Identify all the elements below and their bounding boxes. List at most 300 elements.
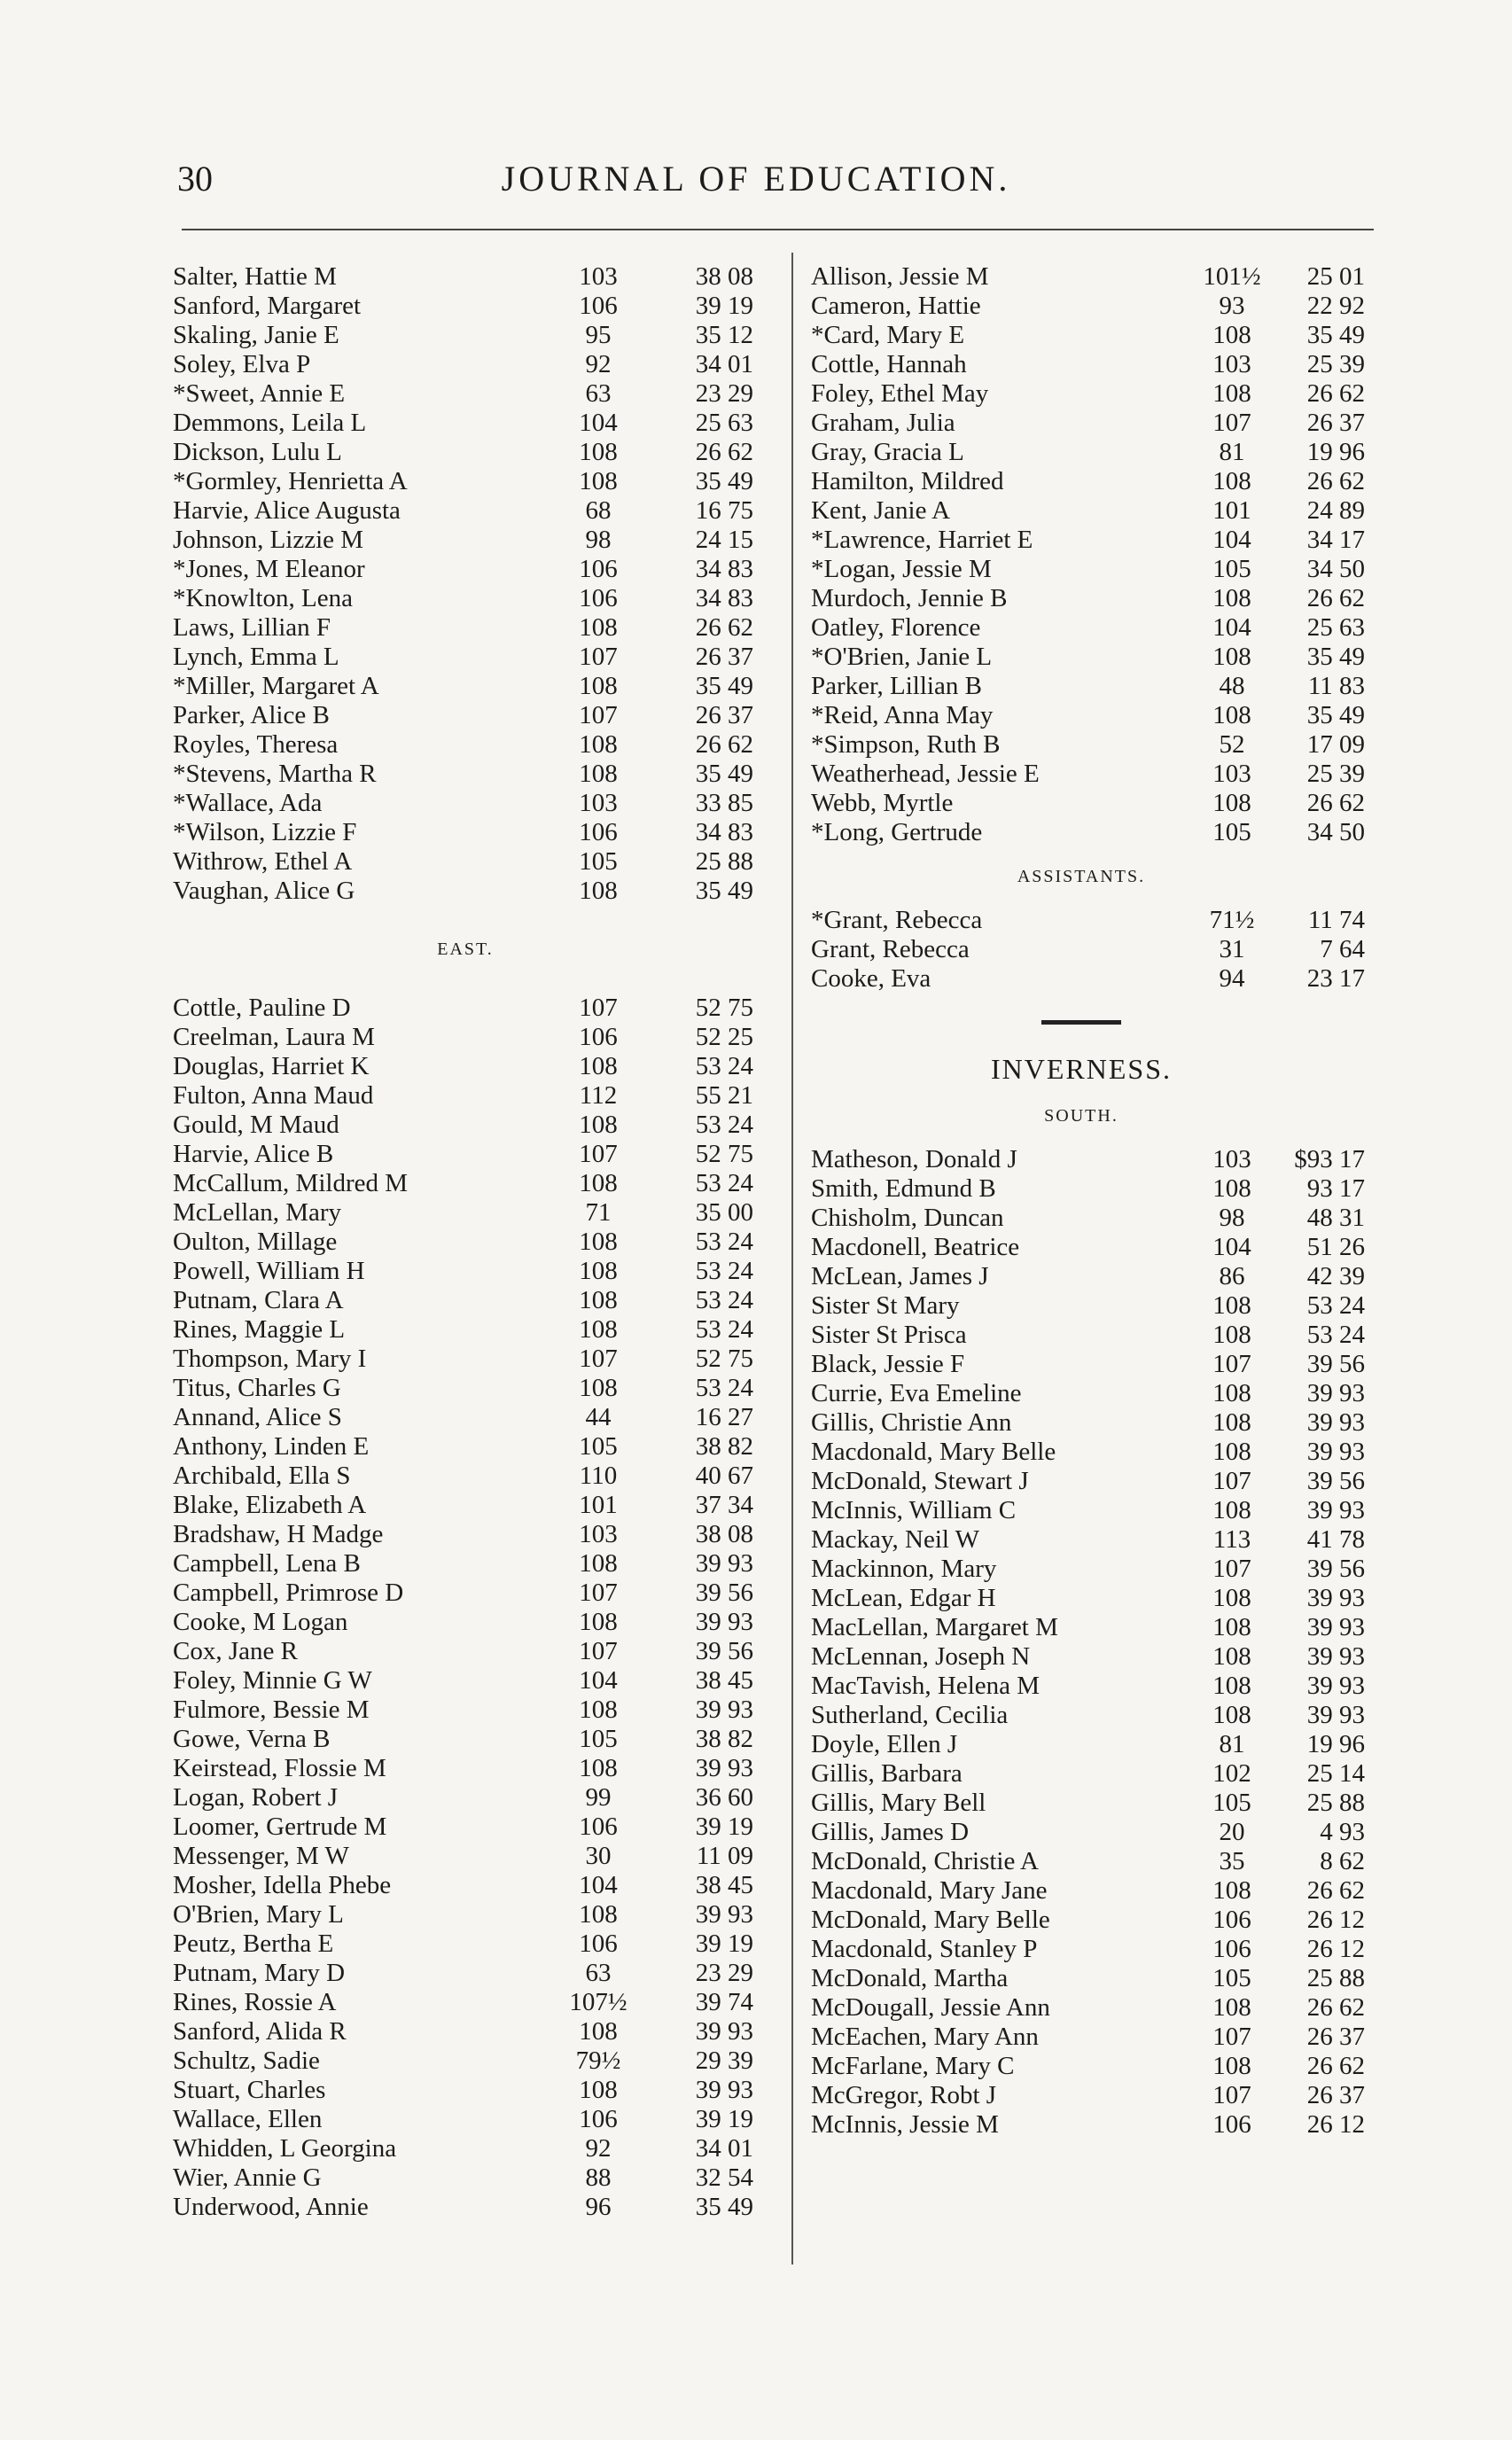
- header-rule: [182, 229, 1374, 230]
- days-taught: 108: [1212, 467, 1251, 495]
- grant-amount: 26 62: [695, 613, 753, 642]
- teacher-name: McCallum, Mildred M: [173, 1169, 409, 1197]
- days-taught: 94: [1219, 964, 1245, 993]
- teacher-name: McEachen, Mary Ann: [811, 2023, 1039, 2051]
- table-row: [798, 1701, 1365, 1730]
- teacher-name: Sutherland, Cecilia: [811, 1701, 1009, 1729]
- teacher-name: Soley, Elva P: [173, 350, 311, 378]
- days-taught: 108: [579, 467, 618, 495]
- table-row: [798, 760, 1365, 789]
- teacher-name: *Sweet, Annie E: [173, 379, 346, 408]
- days-taught: 106: [1212, 2110, 1251, 2139]
- grant-amount: 39 93: [1306, 1672, 1365, 1700]
- grant-amount: 53 24: [695, 1111, 753, 1139]
- days-taught: 104: [579, 1666, 618, 1695]
- teacher-name: Stuart, Charles: [173, 2076, 326, 2104]
- days-taught: 110: [579, 1462, 618, 1490]
- days-taught: 48: [1219, 672, 1245, 700]
- days-taught: 71½: [1209, 906, 1255, 934]
- teacher-name: *Jones, M Eleanor: [173, 555, 365, 583]
- table-row: [160, 584, 771, 613]
- teacher-name: Bradshaw, H Madge: [173, 1520, 384, 1548]
- days-taught: 108: [1212, 1613, 1251, 1641]
- grant-amount: 35 49: [695, 467, 753, 495]
- days-taught: 71: [585, 1198, 612, 1227]
- teacher-name: McInnis, William C: [811, 1496, 1017, 1524]
- days-taught: 81: [1219, 1730, 1245, 1758]
- teacher-name: Putnam, Mary D: [173, 1959, 346, 1987]
- table-row: [798, 1321, 1365, 1350]
- teacher-name: *Wilson, Lizzie F: [173, 818, 357, 846]
- table-row: [160, 496, 771, 526]
- table-row: [798, 2023, 1365, 2052]
- table-row: [160, 789, 771, 818]
- grant-amount: 39 93: [1306, 1613, 1365, 1641]
- days-taught: 107: [579, 1637, 618, 1665]
- grant-amount: 29 39: [695, 2046, 753, 2075]
- grant-amount: 39 93: [695, 1549, 753, 1578]
- days-taught: 96: [585, 2193, 612, 2221]
- table-row: [798, 1204, 1365, 1233]
- page-number: 30: [177, 159, 213, 199]
- teacher-name: Gray, Gracia L: [811, 438, 964, 466]
- table-row: [160, 847, 771, 877]
- grant-amount: 26 62: [1306, 2052, 1365, 2080]
- teacher-name: *Wallace, Ada: [173, 789, 323, 817]
- grant-amount: 26 37: [695, 701, 753, 729]
- grant-amount: 39 19: [695, 292, 753, 320]
- teacher-name: Demmons, Leila L: [173, 409, 367, 437]
- days-taught: 107: [1212, 1467, 1251, 1495]
- teacher-name: Currie, Eva Emeline: [811, 1379, 1022, 1407]
- teacher-name: Lynch, Emma L: [173, 643, 339, 671]
- teacher-name: McGregor, Robt J: [811, 2081, 997, 2109]
- days-taught: 103: [1212, 1145, 1251, 1173]
- table-row: [798, 672, 1365, 701]
- table-row: [160, 2017, 771, 2046]
- days-taught: 108: [579, 613, 618, 642]
- table-row: [798, 701, 1365, 730]
- days-taught: 112: [579, 1081, 618, 1110]
- table-row: [798, 1408, 1365, 1438]
- grant-amount: 4 93: [1320, 1818, 1365, 1846]
- days-taught: 108: [579, 1286, 618, 1314]
- days-taught: 108: [1212, 321, 1251, 349]
- days-taught: 108: [1212, 1321, 1251, 1349]
- teacher-name: Laws, Lillian F: [173, 613, 331, 642]
- grant-amount: 53 24: [695, 1052, 753, 1080]
- grant-amount: 53 24: [695, 1286, 753, 1314]
- teacher-name: McLean, Edgar H: [811, 1584, 996, 1612]
- days-taught: 63: [585, 1959, 612, 1987]
- grant-amount: 19 96: [1306, 1730, 1365, 1758]
- days-taught: 98: [1219, 1204, 1245, 1232]
- teacher-name: Royles, Theresa: [173, 730, 339, 759]
- grant-amount: 11 09: [696, 1842, 753, 1870]
- grant-amount: 26 62: [1306, 1876, 1365, 1905]
- days-taught: 106: [1212, 1935, 1251, 1963]
- table-row: [798, 467, 1365, 496]
- days-taught: 108: [579, 1549, 618, 1578]
- grant-amount: 26 62: [1306, 789, 1365, 817]
- days-taught: 105: [1212, 1964, 1251, 1992]
- table-row: [798, 496, 1365, 526]
- table-row: [160, 438, 771, 467]
- teacher-name: Skaling, Janie E: [173, 321, 339, 349]
- county-separator-rule: [1041, 1020, 1121, 1025]
- table-row: [160, 701, 771, 730]
- teacher-name: Douglas, Harriet K: [173, 1052, 370, 1080]
- table-row: [798, 1174, 1365, 1204]
- days-taught: 86: [1219, 1262, 1245, 1290]
- teacher-name: Wallace, Ellen: [173, 2105, 323, 2133]
- teacher-name: McLean, James J: [811, 1262, 989, 1290]
- days-taught: 108: [579, 1315, 618, 1344]
- table-row: [798, 409, 1365, 438]
- grant-amount: 39 93: [695, 1696, 753, 1724]
- grant-amount: 35 49: [695, 672, 753, 700]
- table-row: [798, 379, 1365, 409]
- teacher-name: Fulmore, Bessie M: [173, 1696, 370, 1724]
- teacher-name: Oulton, Millage: [173, 1228, 338, 1256]
- grant-amount: 53 24: [695, 1228, 753, 1256]
- grant-amount: 35 49: [1306, 321, 1365, 349]
- days-taught: 20: [1219, 1818, 1245, 1846]
- days-taught: 106: [579, 1023, 618, 1051]
- days-taught: 108: [1212, 379, 1251, 408]
- days-taught: 106: [579, 818, 618, 846]
- teacher-name: Hamilton, Mildred: [811, 467, 1004, 495]
- grant-amount: 35 49: [695, 2193, 753, 2221]
- teacher-name: Underwood, Annie: [173, 2193, 369, 2221]
- teacher-name: Rines, Maggie L: [173, 1315, 346, 1344]
- teacher-name: Schultz, Sadie: [173, 2046, 320, 2075]
- table-row: [798, 1291, 1365, 1321]
- table-row: [160, 1257, 771, 1286]
- table-row: [160, 1959, 771, 1988]
- table-row: [160, 1608, 771, 1637]
- grant-amount: 26 62: [695, 730, 753, 759]
- table-row: [160, 1345, 771, 1374]
- table-row: [798, 818, 1365, 847]
- table-row: [798, 730, 1365, 760]
- table-row: [798, 1876, 1365, 1906]
- days-taught: 95: [585, 321, 612, 349]
- grant-amount: 11 74: [1307, 906, 1365, 934]
- days-taught: 31: [1219, 935, 1245, 963]
- table-row: [798, 1613, 1365, 1642]
- grant-amount: 38 45: [695, 1871, 753, 1899]
- days-taught: 108: [579, 1754, 618, 1782]
- days-taught: 108: [1212, 1174, 1251, 1203]
- table-row: [160, 643, 771, 672]
- grant-amount: 35 49: [1306, 701, 1365, 729]
- days-taught: 105: [579, 1725, 618, 1753]
- table-row: [160, 350, 771, 379]
- table-row: [160, 2046, 771, 2076]
- days-taught: 107: [1212, 1555, 1251, 1583]
- days-taught: 79½: [575, 2046, 621, 2075]
- table-row: [798, 1379, 1365, 1408]
- teacher-name: Parker, Alice B: [173, 701, 330, 729]
- teacher-name: Gillis, Mary Bell: [811, 1789, 986, 1817]
- teacher-name: Powell, William H: [173, 1257, 365, 1285]
- grant-amount: 39 56: [695, 1579, 753, 1607]
- teacher-name: Logan, Robert J: [173, 1783, 339, 1812]
- grant-amount: 38 08: [695, 1520, 753, 1548]
- grant-amount: 26 37: [1306, 2023, 1365, 2051]
- teacher-name: Campbell, Lena B: [173, 1549, 361, 1578]
- table-row: [160, 994, 771, 1023]
- days-taught: 63: [585, 379, 612, 408]
- grant-amount: 26 62: [1306, 379, 1365, 408]
- table-row: [160, 1666, 771, 1696]
- table-row: [160, 1754, 771, 1783]
- teacher-name: *Grant, Rebecca: [811, 906, 983, 934]
- teacher-name: Doyle, Ellen J: [811, 1730, 958, 1758]
- teacher-name: Black, Jessie F: [811, 1350, 965, 1378]
- section-heading-assistants: ASSISTANTS.: [1017, 867, 1146, 886]
- teacher-name: McDougall, Jessie Ann: [811, 1993, 1050, 2022]
- grant-amount: 26 62: [695, 438, 753, 466]
- days-taught: 106: [579, 1812, 618, 1841]
- table-row: [798, 555, 1365, 584]
- days-taught: 104: [1212, 1233, 1251, 1261]
- grant-amount: 52 75: [695, 1140, 753, 1168]
- days-taught: 108: [579, 1169, 618, 1197]
- days-taught: 108: [1212, 1291, 1251, 1320]
- teacher-name: Creelman, Laura M: [173, 1023, 375, 1051]
- teacher-name: Harvie, Alice B: [173, 1140, 334, 1168]
- grant-amount: 51 26: [1306, 1233, 1365, 1261]
- table-row: [160, 321, 771, 350]
- teacher-name: Vaughan, Alice G: [173, 877, 355, 905]
- days-taught: 107: [579, 1345, 618, 1373]
- table-row: [160, 1462, 771, 1491]
- days-taught: 108: [1212, 1701, 1251, 1729]
- left-column: [160, 262, 771, 2222]
- table-row: [160, 2076, 771, 2105]
- teacher-name: Allison, Jessie M: [811, 262, 989, 291]
- table-row: [798, 1672, 1365, 1701]
- table-row: [160, 1315, 771, 1345]
- table-row: [798, 1906, 1365, 1935]
- teacher-name: Sister St Prisca: [811, 1321, 967, 1349]
- grant-amount: 11 83: [1307, 672, 1365, 700]
- days-taught: 106: [579, 292, 618, 320]
- grant-amount: 39 93: [695, 2076, 753, 2104]
- table-row: [160, 1549, 771, 1579]
- days-taught: 107½: [569, 1988, 627, 2016]
- grant-amount: 17 09: [1306, 730, 1365, 759]
- days-taught: 108: [1212, 1496, 1251, 1524]
- teacher-name: Chisholm, Duncan: [811, 1204, 1004, 1232]
- table-row: [798, 1496, 1365, 1525]
- grant-amount: 35 49: [1306, 643, 1365, 671]
- days-taught: 108: [579, 730, 618, 759]
- grant-amount: 39 56: [1306, 1555, 1365, 1583]
- teacher-name: Archibald, Ella S: [173, 1462, 351, 1490]
- days-taught: 108: [579, 1111, 618, 1139]
- right-column: [798, 262, 1365, 2140]
- table-row: [160, 1988, 771, 2017]
- teacher-name: MacLellan, Margaret M: [811, 1613, 1058, 1641]
- days-taught: 107: [1212, 1350, 1251, 1378]
- days-taught: 106: [579, 584, 618, 612]
- grant-amount: 34 01: [695, 2134, 753, 2163]
- grant-amount: 26 12: [1306, 1935, 1365, 1963]
- grant-amount: 25 88: [1306, 1964, 1365, 1992]
- grant-amount: 24 89: [1306, 496, 1365, 525]
- days-taught: 108: [579, 1608, 618, 1636]
- page-header: [0, 158, 1512, 211]
- grant-amount: 38 82: [695, 1725, 753, 1753]
- table-row: [798, 906, 1365, 935]
- table-row: [160, 1725, 771, 1754]
- days-taught: 108: [1212, 1408, 1251, 1437]
- grant-amount: 25 39: [1306, 350, 1365, 378]
- teacher-name: McLellan, Mary: [173, 1198, 342, 1227]
- days-taught: 35: [1219, 1847, 1245, 1875]
- grant-amount: 25 88: [1306, 1789, 1365, 1817]
- grant-amount: 35 12: [695, 321, 753, 349]
- days-taught: 108: [1212, 1642, 1251, 1671]
- teacher-name: Harvie, Alice Augusta: [173, 496, 401, 525]
- table-row: [798, 1233, 1365, 1262]
- teacher-name: Murdoch, Jennie B: [811, 584, 1008, 612]
- teacher-name: Rines, Rossie A: [173, 1988, 337, 2016]
- teacher-name: *Simpson, Ruth B: [811, 730, 1001, 759]
- teacher-name: *Long, Gertrude: [811, 818, 983, 846]
- days-taught: 108: [1212, 2052, 1251, 2080]
- grant-amount: 26 12: [1306, 2110, 1365, 2139]
- teacher-name: Foley, Ethel May: [811, 379, 989, 408]
- table-row: [798, 438, 1365, 467]
- days-taught: 108: [579, 438, 618, 466]
- days-taught: 108: [579, 877, 618, 905]
- table-row: [798, 1730, 1365, 1759]
- days-taught: 103: [579, 789, 618, 817]
- grant-amount: 26 62: [1306, 467, 1365, 495]
- teacher-name: Blake, Elizabeth A: [173, 1491, 367, 1519]
- table-row: [798, 1993, 1365, 2023]
- table-row: [160, 1169, 771, 1198]
- table-row: [798, 1789, 1365, 1818]
- grant-amount: 34 50: [1306, 818, 1365, 846]
- grant-amount: 39 93: [695, 1608, 753, 1636]
- days-taught: 104: [579, 409, 618, 437]
- table-row: [160, 2105, 771, 2134]
- days-taught: 107: [579, 1140, 618, 1168]
- grant-amount: 39 93: [1306, 1701, 1365, 1729]
- days-taught: 103: [1212, 760, 1251, 788]
- teacher-name: Fulton, Anna Maud: [173, 1081, 374, 1110]
- teacher-name: Kent, Janie A: [811, 496, 951, 525]
- table-row: [160, 760, 771, 789]
- days-taught: 52: [1219, 730, 1245, 759]
- grant-amount: 39 56: [1306, 1467, 1365, 1495]
- table-row: [798, 2110, 1365, 2140]
- grant-amount: 19 96: [1306, 438, 1365, 466]
- grant-amount: 35 49: [695, 877, 753, 905]
- grant-amount: 48 31: [1306, 1204, 1365, 1232]
- grant-amount: 41 78: [1306, 1525, 1365, 1554]
- table-row: [160, 730, 771, 760]
- days-taught: 107: [579, 1579, 618, 1607]
- table-row: [798, 643, 1365, 672]
- days-taught: 108: [579, 2076, 618, 2104]
- teacher-name: Messenger, M W: [173, 1842, 349, 1870]
- days-taught: 106: [579, 1929, 618, 1958]
- days-taught: 103: [579, 1520, 618, 1548]
- table-row: [160, 1491, 771, 1520]
- grant-amount: 35 00: [695, 1198, 753, 1227]
- table-row: [798, 1467, 1365, 1496]
- grant-amount: 8 62: [1320, 1847, 1365, 1875]
- grant-amount: 37 34: [695, 1491, 753, 1519]
- table-row: [160, 292, 771, 321]
- teacher-name: Macdonald, Stanley P: [811, 1935, 1038, 1963]
- table-row: [798, 1964, 1365, 1993]
- teacher-name: Macdonell, Beatrice: [811, 1233, 1020, 1261]
- days-taught: 108: [1212, 643, 1251, 671]
- grant-amount: 23 17: [1306, 964, 1365, 993]
- county-heading: INVERNESS.: [990, 1053, 1172, 1085]
- table-row: [798, 526, 1365, 555]
- teacher-name: Graham, Julia: [811, 409, 955, 437]
- grant-amount: 26 37: [1306, 409, 1365, 437]
- table-row: [160, 2134, 771, 2163]
- teacher-name: Gould, M Maud: [173, 1111, 339, 1139]
- days-taught: 113: [1212, 1525, 1251, 1554]
- grant-amount: 39 93: [1306, 1642, 1365, 1671]
- table-row: [798, 1935, 1365, 1964]
- table-row: [160, 1052, 771, 1081]
- table-row: [160, 1140, 771, 1169]
- days-taught: 107: [1212, 409, 1251, 437]
- grant-amount: 39 93: [1306, 1438, 1365, 1466]
- grant-amount: 52 75: [695, 994, 753, 1022]
- teacher-name: McLennan, Joseph N: [811, 1642, 1031, 1671]
- grant-amount: 38 08: [695, 262, 753, 291]
- journal-title: JOURNAL OF EDUCATION.: [501, 159, 1011, 199]
- teacher-name: Titus, Charles G: [173, 1374, 341, 1402]
- grant-amount: 52 25: [695, 1023, 753, 1051]
- grant-amount: 53 24: [695, 1257, 753, 1285]
- grant-amount: 25 88: [695, 847, 753, 876]
- table-row: [160, 1812, 771, 1842]
- teacher-name: McFarlane, Mary C: [811, 2052, 1015, 2080]
- grant-amount: 53 24: [695, 1374, 753, 1402]
- days-taught: 108: [579, 760, 618, 788]
- days-taught: 106: [579, 2105, 618, 2133]
- teacher-name: McDonald, Martha: [811, 1964, 1009, 1992]
- table-row: [160, 1198, 771, 1228]
- table-row: [160, 1783, 771, 1812]
- teacher-name: Cox, Jane R: [173, 1637, 298, 1665]
- teacher-name: Cottle, Pauline D: [173, 994, 351, 1022]
- table-row: [160, 1081, 771, 1111]
- teacher-name: Salter, Hattie M: [173, 262, 337, 291]
- table-row: [798, 1847, 1365, 1876]
- grant-amount: 22 92: [1306, 292, 1365, 320]
- grant-amount: 53 24: [1306, 1291, 1365, 1320]
- teacher-name: *Stevens, Martha R: [173, 760, 377, 788]
- days-taught: 108: [579, 1052, 618, 1080]
- grant-amount: 53 24: [695, 1169, 753, 1197]
- teacher-name: Mackinnon, Mary: [811, 1555, 997, 1583]
- teacher-name: O'Brien, Mary L: [173, 1900, 344, 1929]
